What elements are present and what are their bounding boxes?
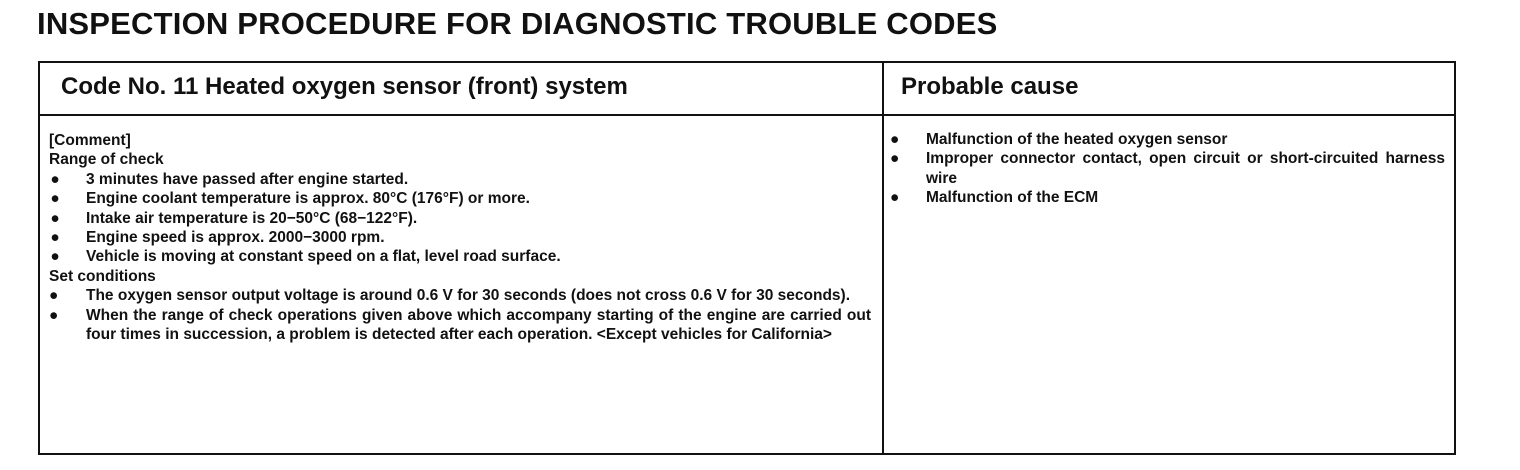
bullet-icon: ●	[50, 170, 60, 188]
probable-cause-list	[890, 130, 1445, 208]
list-item	[890, 188, 1445, 207]
list-item	[49, 286, 871, 305]
list-item	[49, 247, 871, 266]
set-conditions-label: Set conditions	[49, 267, 156, 285]
list-item	[49, 306, 871, 345]
range-item-text: Engine speed is approx. 2000−3000 rpm.	[86, 229, 385, 247]
list-item	[49, 209, 871, 228]
cause-item-text: Improper connector contact, open circuit or short-circuited harness wire	[926, 150, 1445, 187]
bullet-icon: ●	[890, 189, 900, 207]
cause-item-text: Malfunction of the ECM	[926, 189, 1099, 207]
procedure-table	[38, 61, 1456, 455]
set-item-text: When the range of check operations given above which accompany starting of the engine are carried out four times in succession, a problem is detected after each operation. <Except vehicles for California>	[86, 306, 871, 344]
range-item-text: 3 minutes have passed after engine started.	[86, 170, 409, 188]
range-of-check-list	[49, 170, 871, 267]
list-item	[890, 149, 1445, 188]
list-item	[890, 130, 1445, 149]
bullet-icon: ●	[50, 190, 60, 208]
range-of-check-label: Range of check	[49, 151, 164, 169]
bullet-icon: ●	[890, 131, 900, 148]
bullet-icon: ●	[49, 306, 59, 324]
column-divider	[882, 63, 884, 453]
code-header: Code No. 11 Heated oxygen sensor (front) system	[61, 73, 628, 100]
cause-item-text: Malfunction of the heated oxygen sensor	[926, 131, 1228, 148]
page-title: INSPECTION PROCEDURE FOR DIAGNOSTIC TROUBLE CODES	[37, 6, 998, 41]
header-divider	[40, 114, 1454, 116]
range-item-text: Vehicle is moving at constant speed on a flat, level road surface.	[86, 248, 561, 266]
range-item-text: Engine coolant temperature is approx. 80°C (176°F) or more.	[86, 190, 530, 208]
bullet-icon: ●	[49, 287, 59, 305]
set-item-text: The oxygen sensor output voltage is around 0.6 V for 30 seconds (does not cross 0.6 V for 30 seconds).	[86, 287, 850, 305]
list-item	[49, 170, 871, 189]
range-item-text: Intake air temperature is 20−50°C (68−122°F).	[86, 209, 418, 227]
comment-cell	[49, 131, 871, 344]
comment-label: [Comment]	[49, 132, 131, 149]
probable-cause-header: Probable cause	[901, 73, 1079, 100]
bullet-icon: ●	[50, 248, 60, 266]
list-item	[49, 189, 871, 208]
bullet-icon: ●	[50, 229, 60, 247]
bullet-icon: ●	[50, 209, 60, 227]
set-conditions-list	[49, 286, 871, 344]
probable-cause-cell	[890, 130, 1445, 208]
bullet-icon: ●	[890, 150, 900, 168]
list-item	[49, 228, 871, 247]
